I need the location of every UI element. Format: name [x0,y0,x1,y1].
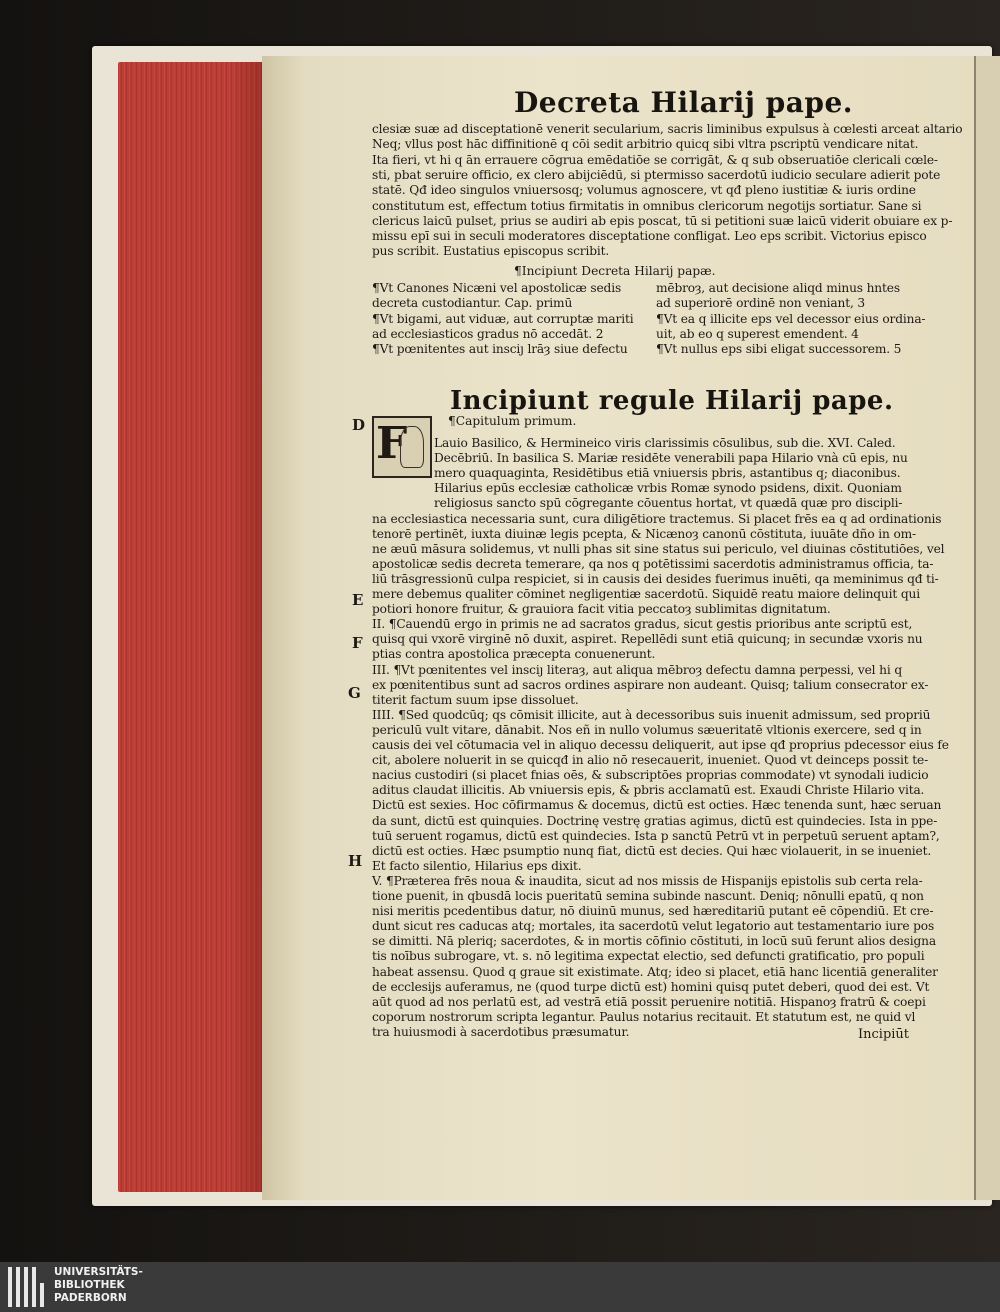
chapter-list-item: ¶Vt nullus eps sibi eligat successorem. 5 [656,342,902,357]
library-line-2: BIBLIOTHEK [54,1279,125,1291]
text-line: pus scribit. Eustatius episcopus scribit. [372,244,610,259]
woodcut-beast-icon [400,426,424,468]
text-line: Decēbriū. In basilica S. Mariæ residēte venerabili papa Hilario vnà cū epis, nu [434,451,908,466]
text-line: dunt sicut res caducas atq; mortales, ita sacerdotū velut legatorio aut testamentario iure pos [372,919,935,934]
text-line: habeat assensu. Quod q graue sit existimate. Atq; ideo si placet, etiā hanc licentiā generaliter [372,964,938,979]
text-line: tis noībus subrogare, vt. s. nō legitima expectat electio, sed defuncti gratificatio, pro populi [372,949,925,964]
chapter-list-item: ad superiorē ordinē non veniant, 3 [656,296,866,311]
capitulum-label: ¶Capitulum primum. [448,414,577,428]
text-line: tione puenit, in qbusdā locis pueritatū semina subinde nascunt. Deniq; nōnulli epatū, q non [372,889,924,903]
chapter-list-item: uit, ab eo q superest emendent. 4 [656,326,859,341]
text-line: statē. Qđ ideo singulos vniuersosq; volumus agnoscere, vt qđ pleno iustitiæ & iuris ordine [372,183,916,198]
library-footer [0,1262,1000,1312]
text-line: ne æuū māsura solidemus, vt nulli phas sit sine status sui periculo, vel diuinas cōstitutiōes, vel [372,541,945,556]
text-line: ex pœnitentibus sunt ad sacros ordines aspirare non audeant. Quisq; talium consecrator ex- [372,677,929,692]
margin-letter-e: E [352,591,364,609]
chapter-list-item: ad ecclesiasticos gradus nō accedāt. 2 [372,326,604,341]
text-line: ptias contra apostolica præcepta conuenerunt. [372,647,656,662]
text-line: Neq; vllus post hāc diffinitionē q cōi sedit arbitrio quicq sibi vltra pscriptū vendicare nitat. [372,137,919,152]
text-line: Hilarius epūs ecclesiæ catholicæ vrbis Romæ synodo psidens, dixit. Quoniam [434,481,902,496]
text-line: Lauio Basilico, & Hermineico viris clarissimis cōsulibus, sub die. XVI. Caled. [434,436,896,450]
text-line: da sunt, dictū est quinquies. Doctrinę vestrę gratias agimus, dictū est quindecies. Ista in ppe- [372,813,938,828]
text-line: III. ¶Vt pœnitentes vel insciȷ literaȝ, aut aliqua mēbroȝ defectu damna perpessi, vel hi q [372,662,902,677]
text-line: se dimitti. Nā pleriq; sacerdotes, & in mortis cōfinio cōstituti, in locū suū ferunt alios designa [372,934,936,949]
text-line: mero quaquaginta, Residētibus etiā vniuersis pbris, astantibus q; diaconibus. [434,466,901,481]
text-line: apostolicæ sedis decreta temerare, qa nos q potētissimi sacerdotis administramus officia, ta- [372,556,934,571]
text-line: tenorē pertinēt, iuxta diuinæ legis pcepta, & Nicænoȝ canonū cōstituta, iuuāte dño in om- [372,526,917,541]
catchword: Incipiūt [858,1027,910,1042]
text-line: liū trāsgressionū culpa respiciet, si in causis dei desides fuerimus inuēti, qa meminimus qđ ti- [372,571,939,586]
text-line: tra huiusmodi à sacerdotibus præsumatur. [372,1024,630,1039]
chapter-list-item: ¶Vt pœnitentes aut insciȷ lrāȝ siue defectu [372,342,628,357]
text-line: potiori honore fruitur, & grauiora facit vitia peccatoȝ sublimitas dignitatum. [372,602,831,617]
text-line: de ecclesijs auferamus, ne (quod turpe dictū est) homini quisq putet deberi, quod dei est. Vt [372,979,930,994]
text-line: II. ¶Cauendū ergo in primis ne ad sacratos gradus, sicut gestis prioribus ante scriptū est, [372,617,913,632]
text-line: IIII. ¶Sed quodcūq; qs cōmisit illicite, aut à decessoribus suis inuenit admissum, sed propriū [372,707,931,722]
running-head: Decreta Hilarij pape. [514,86,854,119]
margin-letter-d: D [352,416,366,434]
chapter-list-item: ¶Vt ea q illicite eps vel decessor eius ordina- [656,311,926,326]
text-line: na ecclesiastica necessaria sunt, cura diligētiore tractemus. Si placet frēs ea q ad ordinationis [372,511,942,526]
text-line: Ita fieri, vt hi q ān errauere cōgrua emēdatiōe se corrigāt, & q sub obseruatiōe clericali cœle- [372,152,938,167]
chapter-list-item: mēbroȝ, aut decisione aliqd minus hntes [656,281,900,295]
text-line: clesiæ suæ ad disceptationē venerit secularium, sacris liminibus expulsus à cœlesti arceat altario [372,122,963,136]
library-line-1: UNIVERSITÄTS- [54,1266,143,1278]
text-line: causis dei vel cōtumacia vel in aliquo decessu deliquerit, aut ipse qđ proprius pdecessor eius fe [372,738,949,752]
text-line: aūt quod ad nos perlatū est, ad vestrā etiā possit peruenire notitiā. Hispanoȝ fratrū & coepi [372,994,926,1009]
library-logo-icon [8,1267,48,1307]
text-line: titerit factum suum ipse dissoluet. [372,692,579,707]
chapter-list-item: ¶Vt Canones Nicæni vel apostolicæ sedis [372,281,622,295]
text-line: aditus claudat illicitis. Ab vniuersis epis, & pbris acclamatū est. Exaudi Christe Hilario vita. [372,783,925,798]
text-line: cit, abolere noluerit in se quicqđ in alio nō resecauerit, inueniet. Quod vt deinceps possit te- [372,753,929,768]
text-line: Dictū est sexies. Hoc cōfirmamus & docemus, dictū est octies. Hæc tenenda sunt, hæc seruan [372,798,942,813]
text-line: constitutum est, effectum totius firmitatis in omnibus clericorum negotijs sortiatur. Sane si [372,198,922,213]
margin-letter-h: H [348,852,363,870]
text-line: clericus laicū pulset, prius se audiri ab epis poscat, tū si petitioni suæ laicū viderit obuiare ex p- [372,213,953,228]
section-heading: Incipiunt regule Hilarij pape. [450,386,894,416]
library-line-3: PADERBORN [54,1292,127,1304]
margin-letter-g: G [348,684,361,702]
text-line: V. ¶Præterea frēs noua & inaudita, sicut ad nos missis de Hispanijs epistolis sub certa rela- [372,873,923,888]
text-line: nacius custodiri (si placet fnias oēs, & subscriptōes proprias commodate) vt synodali iudicio [372,768,929,783]
text-line: tuū seruent rogamus, dictū est quindecies. Ista p sanctū Petrū vt in perpetuū seruent aptam?, [372,828,940,843]
incipiunt-line: ¶Incipiunt Decreta Hilarij papæ. [514,264,716,278]
text-line: dictū est octies. Hæc psumptio nunq fiat, dictū est decies. Qui hæc violauerit, in se inueniet. [372,843,932,858]
drop-initial-letter: F [376,418,408,469]
margin-letter-f: F [352,634,363,652]
chapter-list-item: ¶Vt bigami, aut viduæ, aut corruptæ mariti [372,311,634,326]
drop-initial [372,416,432,478]
text-line: mere debemus qualiter cōminet negligentiæ sacerdotū. Siquidē reatu maiore delinquit qui [372,587,920,601]
chapter-list-item: decreta custodiantur. Cap. primū [372,296,573,311]
text-line: quisq qui vxorē virginē nō duxit, aspiret. Repellēdi sunt etiā quicunq; in secundæ vxoris nu [372,632,923,647]
text-line: periculū vult vitare, dānabit. Nos eñ in nullo volumus sæueritatē vltionis exercere, sed q in [372,722,922,737]
text-line: sti, pbat seruire officio, ex clero abijciēdū, si ptermisso sacerdotū iudicio seculare adierit pote [372,167,941,182]
text-line: nisi meritis pcedentibus datur, nō diuinū munus, sed hæreditariū putant eē cōpendiū. Et cre- [372,904,934,919]
text-line: Et facto silentio, Hilarius eps dixit. [372,858,582,873]
text-line: coporum nostrorum scripta legantur. Paulus notarius recitauit. Et statutum est, ne quid vl [372,1009,916,1024]
text-line: missu epī sui in seculi moderatores disceptatione confligat. Leo eps scribit. Victorius episco [372,229,927,244]
text-line: religiosus sancto spū cōgregante cōuentus hortat, vt quædā quæ pro discipli- [434,496,903,511]
library-logo-text [54,1266,143,1305]
